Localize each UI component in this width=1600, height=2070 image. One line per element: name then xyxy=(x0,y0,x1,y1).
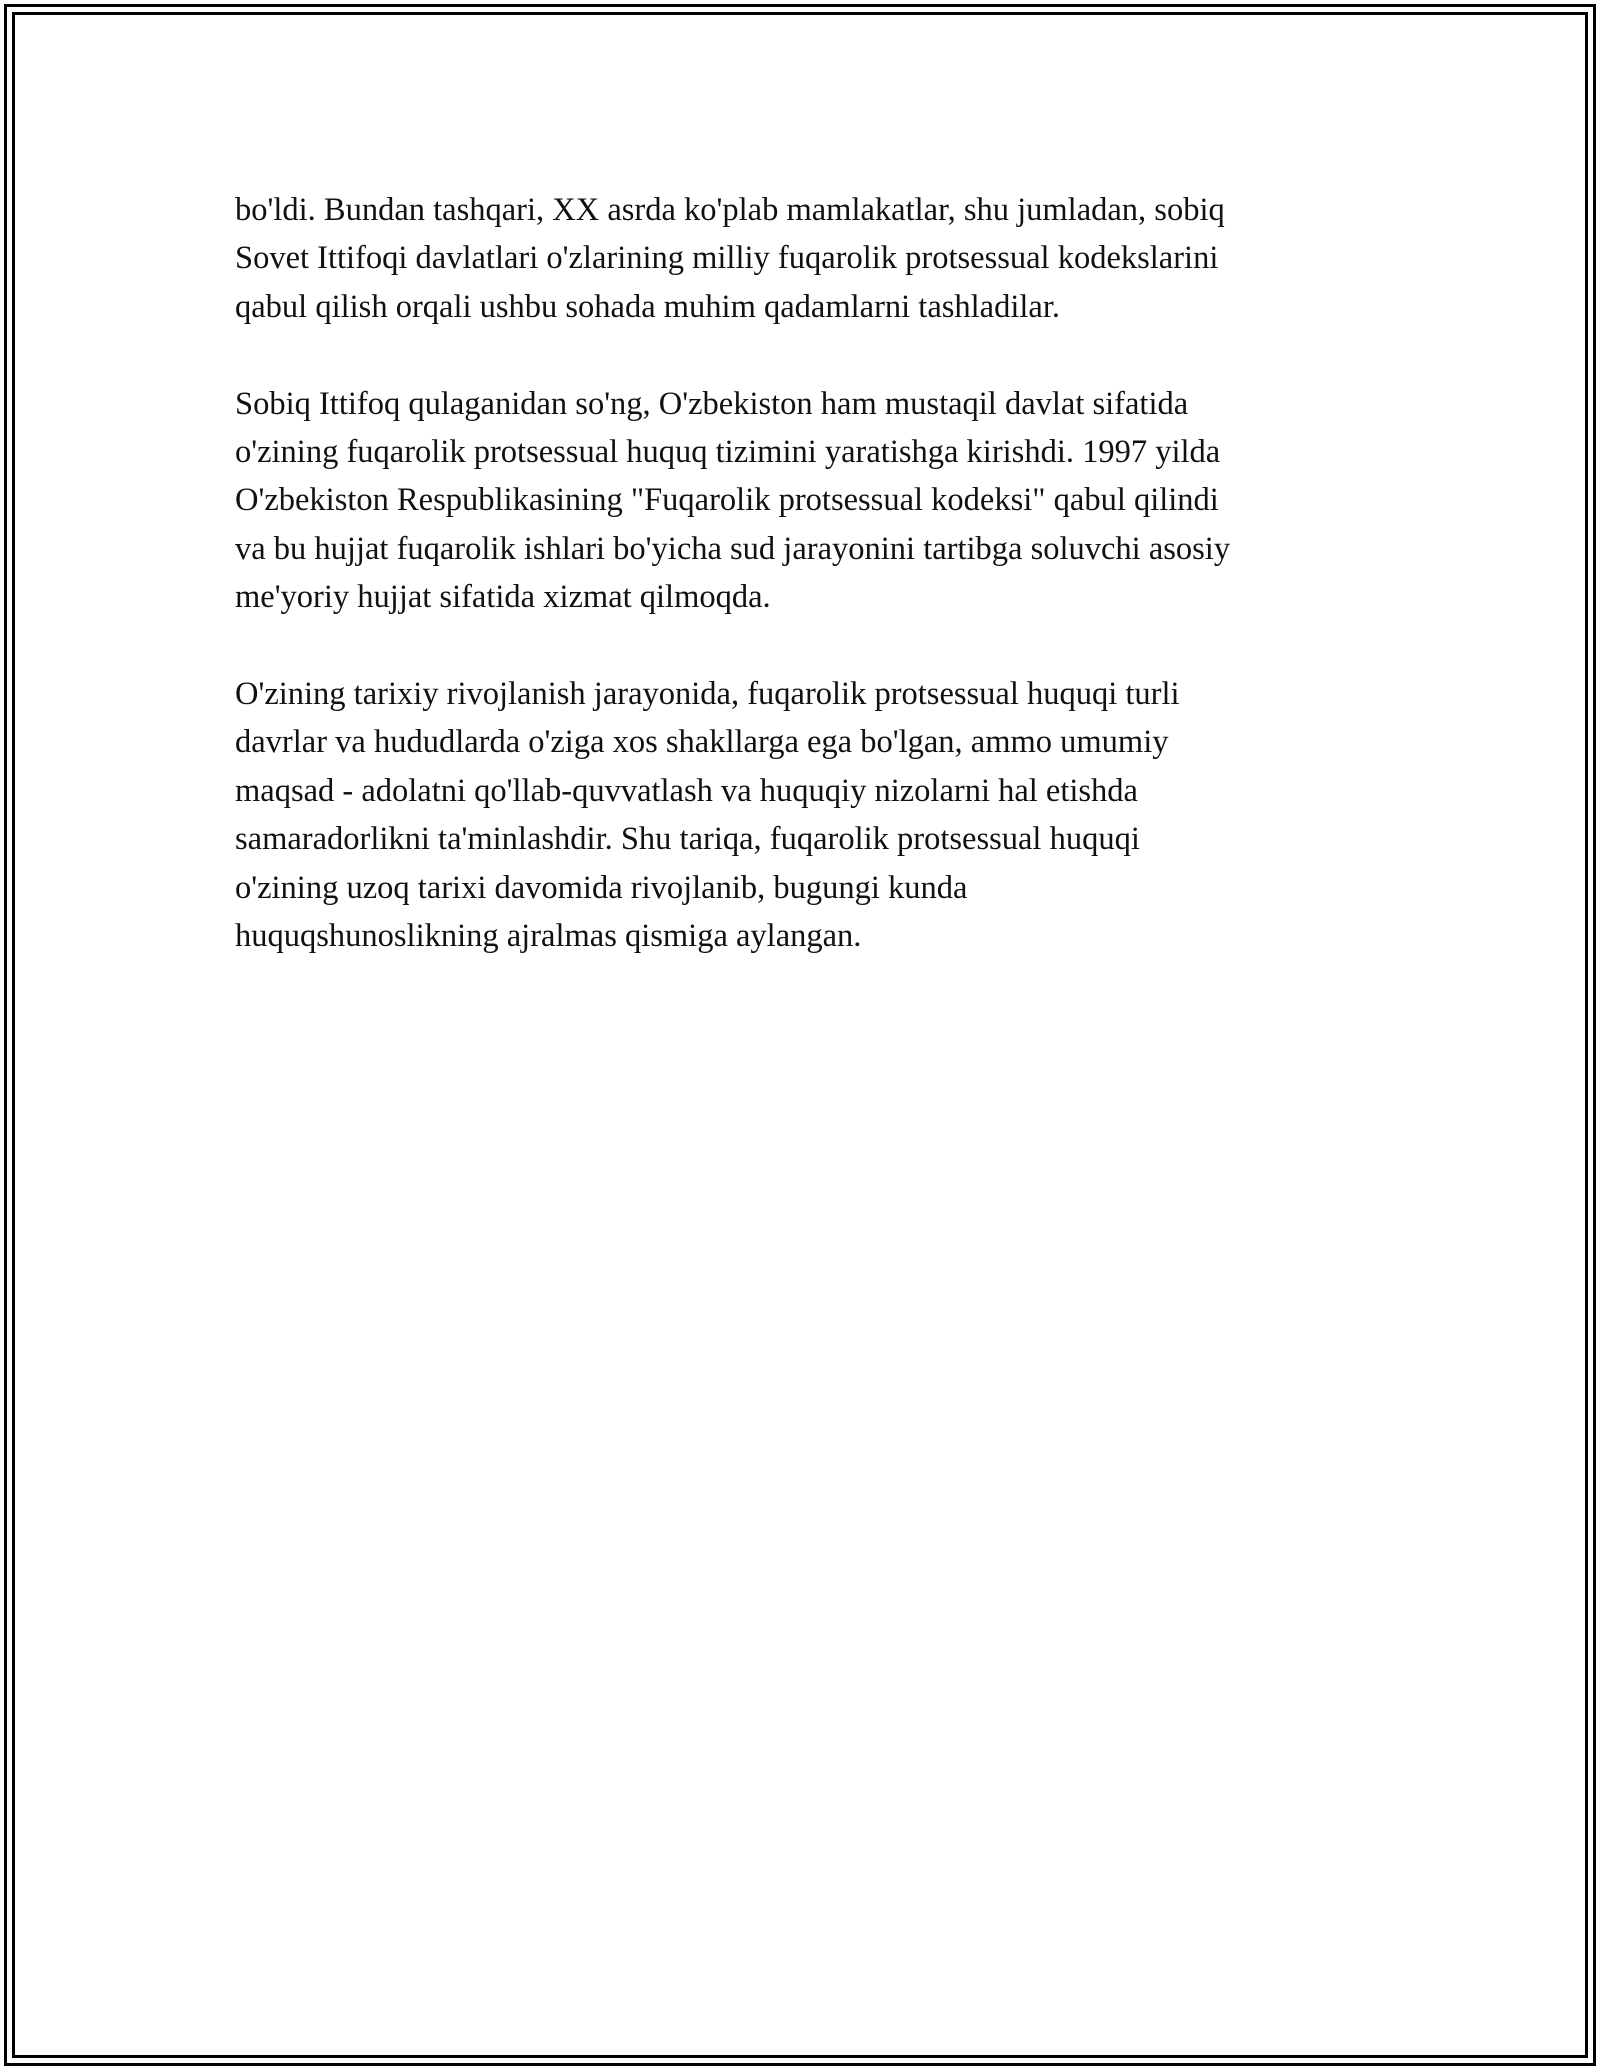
text-line: Sobiq Ittifoq qulaganidan so'ng, O'zbekiston ham mustaqil davlat sifatida xyxy=(235,385,1189,422)
text-line: me'yoriy hujjat sifatida xizmat qilmoqda. xyxy=(235,579,771,616)
text-line: o'zining fuqarolik protsessual huquq tizimini yaratishga kirishdi. 1997 yilda xyxy=(235,434,1221,471)
paragraph-1 xyxy=(235,186,1375,331)
text-line: bo'ldi. Bundan tashqari, XX asrda ko'plab mamlakatlar, shu jumladan, sobiq xyxy=(235,192,1225,228)
paragraph-2 xyxy=(235,380,1375,622)
text-line: qabul qilish orqali ushbu sohada muhim qadamlarni tashladilar. xyxy=(235,288,1060,325)
text-line: Sovet Ittifoqi davlatlari o'zlarining milliy fuqarolik protsessual kodekslarini xyxy=(235,240,1219,277)
text-line: O'zining tarixiy rivojlanish jarayonida, fuqarolik protsessual huquqi turli xyxy=(235,676,1180,713)
text-line: va bu hujjat fuqarolik ishlari bo'yicha sud jarayonini tartibga soluvchi asosiy xyxy=(235,530,1231,567)
document-body xyxy=(235,186,1375,960)
text-line: huquqshunoslikning ajralmas qismiga aylangan. xyxy=(235,918,862,955)
text-line: samaradorlikni ta'minlashdir. Shu tariqa, fuqarolik protsessual huquqi xyxy=(235,821,1140,858)
text-line: O'zbekiston Respublikasining "Fuqarolik protsessual kodeksi" qabul qilindi xyxy=(235,482,1219,519)
text-line: o'zining uzoq tarixi davomida rivojlanib, bugungi kunda xyxy=(235,869,968,906)
text-line: maqsad - adolatni qo'llab-quvvatlash va huquqiy nizolarni hal etishda xyxy=(235,772,1138,809)
text-line: davrlar va hududlarda o'ziga xos shakllarga ega bo'lgan, ammo umumiy xyxy=(235,724,1169,761)
paragraph-3 xyxy=(235,670,1375,960)
